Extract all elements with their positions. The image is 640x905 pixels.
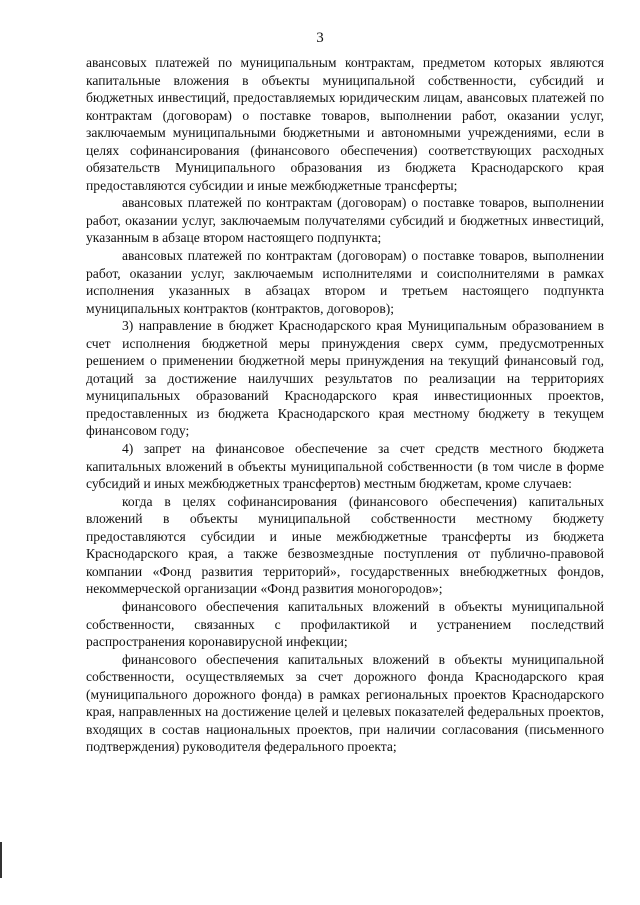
paragraph-road-fund-exception: финансового обеспечения капитальных вложений в объекты муниципальной собственности, осуществляемых за счет дорожного фонда Краснодарского края (муниципального дорожного фонда) в рамках региональных проектов Краснодарского края, направленных на достижение целей и целевых показателей федеральных проектов, входящих в состав национальных проектов, при наличии согласования (письменного подтверждения) руководителя федерального проекта; (86, 651, 604, 755)
paragraph-item-4: 4) запрет на финансовое обеспечение за счет средств местного бюджета капитальных вложений в объекты муниципальной собственности (в том числе в форме субсидий и иных межбюджетных трансфертов) местным бюджетам, кроме случаев: (86, 441, 604, 492)
paragraph-advance-payments-contractors: авансовых платежей по контрактам (договорам) о поставке товаров, выполнении работ, оказании услуг, заключаемым исполнителями и соисполнителями в рамках исполнения указанных в абзацах втором и третьем настоящего подпункта муниципальных контрактов (контрактов, договоров); (86, 248, 604, 316)
scan-margin-mark (0, 842, 2, 878)
paragraph-coronavirus-exception: финансового обеспечения капитальных вложений в объекты муниципальной собственности, связанных с профилактикой и устранением последствий распространения коронавирусной инфекции; (86, 598, 604, 650)
document-body (86, 54, 604, 756)
paragraph-advance-payments-municipal: авансовых платежей по муниципальным контрактам, предметом которых являются капитальные вложения в объекты муниципальной собственности, субсидий и бюджетных инвестиций, предоставляемых юридическим лицам, авансовых платежей по контрактам (договорам) о поставке товаров, выполнении работ, оказании услуг, заключаемым муниципальными бюджетными и автономными учреждениями, если в целях софинансирования (финансового обеспечения) соответствующих расходных обязательств Муниципального образования из бюджета Краснодарского края предоставляются субсидии и иные межбюджетные трансферты; (86, 55, 604, 193)
paragraph-cofinancing-exception: когда в целях софинансирования (финансового обеспечения) капитальных вложений в объекты муниципальной собственности местному бюджету предоставляются субсидии и иные межбюджетные трансферты из бюджета Краснодарского края, а также безвозмездные поступления от публично-правовой компании «Фонд развития территорий», государственных внебюджетных фондов, некоммерческой организации «Фонд развития моногородов»; (86, 493, 604, 597)
paragraph-advance-payments-subsidy-recipients: авансовых платежей по контрактам (договорам) о поставке товаров, выполнении работ, оказании услуг, заключаемым получателями субсидий и бюджетных инвестиций, указанным в абзаце втором настоящего подпункта; (86, 195, 604, 246)
page-number: 3 (316, 30, 324, 46)
paragraph-item-3: 3) направление в бюджет Краснодарского края Муниципальным образованием в счет исполнения бюджетной меры принуждения сверх сумм, предусмотренных решением о применении бюджетной меры принуждения на текущий финансовый год, дотаций за достижение наилучших результатов по реализации на территориях муниципальных образований Краснодарского края инвестиционных проектов, предоставленных из бюджета Краснодарского края местному бюджету в текущем финансовом году; (86, 318, 604, 439)
